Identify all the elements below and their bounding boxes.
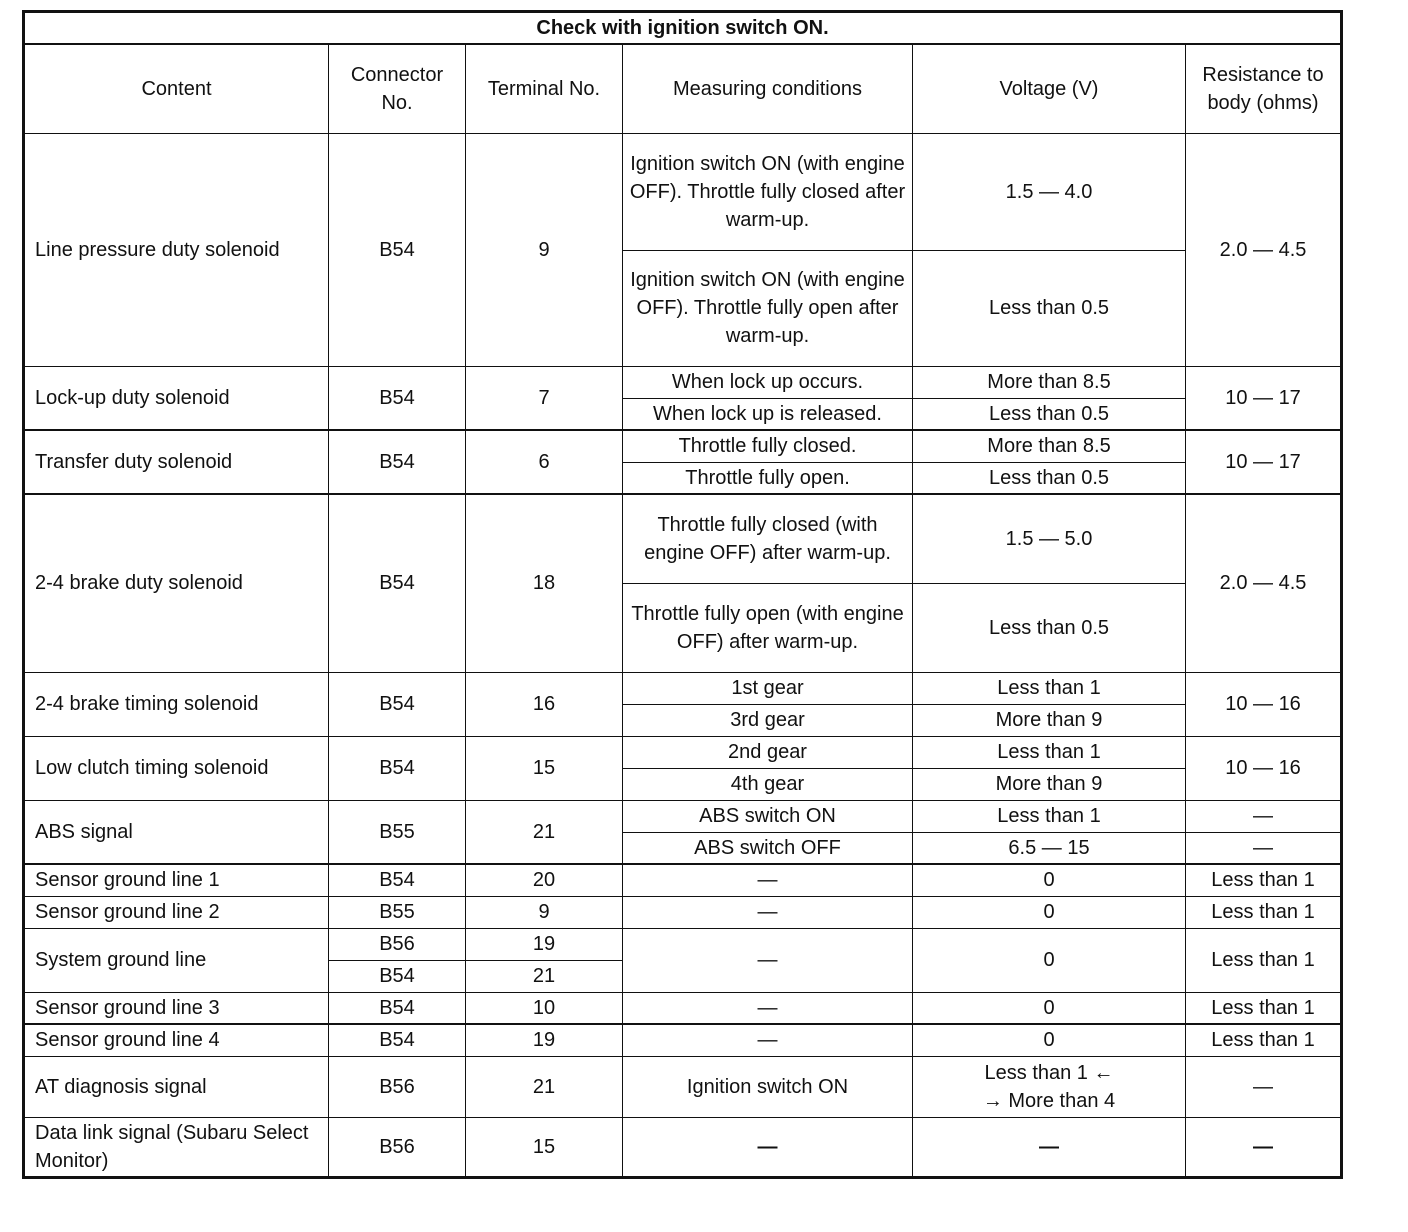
voltage-cell: More than 9	[913, 704, 1186, 736]
terminal-cell: 7	[466, 366, 623, 430]
condition-cell: ABS switch OFF	[623, 832, 913, 864]
content-cell: 2-4 brake duty solenoid	[24, 494, 329, 672]
terminal-cell: 15	[466, 736, 623, 800]
voltage-cell: 0	[913, 992, 1186, 1024]
voltage-cell: Less than 1	[913, 736, 1186, 768]
table-row	[24, 1117, 1342, 1177]
voltage-cell: 0	[913, 864, 1186, 896]
voltage-cell: Less than 0.5	[913, 462, 1186, 494]
voltage-cell: Less than 0.5	[913, 583, 1186, 672]
condition-cell: —	[623, 992, 913, 1024]
voltage-cell: Less than 0.5	[913, 398, 1186, 430]
content-cell: Low clutch timing solenoid	[24, 736, 329, 800]
content-cell: Sensor ground line 3	[24, 992, 329, 1024]
connector-cell: B54	[329, 992, 466, 1024]
connector-cell: B56	[329, 1117, 466, 1177]
resistance-cell: Less than 1	[1186, 1024, 1342, 1056]
resistance-cell: Less than 1	[1186, 864, 1342, 896]
connector-cell: B56	[329, 928, 466, 960]
content-cell: ABS signal	[24, 800, 329, 864]
resistance-cell: —	[1186, 832, 1342, 864]
connector-cell: B54	[329, 366, 466, 430]
condition-cell: Throttle fully closed (with engine OFF) after warm-up.	[623, 494, 913, 583]
voltage-cell: Less than 1	[913, 672, 1186, 704]
condition-cell: ABS switch ON	[623, 800, 913, 832]
condition-cell: —	[623, 864, 913, 896]
header-resistance: Resistance to body (ohms)	[1186, 44, 1342, 133]
table-row	[24, 928, 1342, 960]
table-row	[24, 736, 1342, 768]
connector-cell: B54	[329, 1024, 466, 1056]
table-row	[24, 1056, 1342, 1117]
content-cell: Line pressure duty solenoid	[24, 133, 329, 366]
table-row	[24, 992, 1342, 1024]
connector-cell: B56	[329, 1056, 466, 1117]
voltage-cell: More than 8.5	[913, 366, 1186, 398]
content-cell: Sensor ground line 1	[24, 864, 329, 896]
terminal-cell: 19	[466, 928, 623, 960]
voltage-cell: 0	[913, 896, 1186, 928]
voltage-cell: Less than 0.5	[913, 250, 1186, 366]
condition-cell: Ignition switch ON	[623, 1056, 913, 1117]
condition-cell: Ignition switch ON (with engine OFF). Throttle fully closed after warm-up.	[623, 133, 913, 250]
table-row	[24, 1024, 1342, 1056]
resistance-cell: 10 — 16	[1186, 736, 1342, 800]
header-voltage: Voltage (V)	[913, 44, 1186, 133]
voltage-cell: 0	[913, 1024, 1186, 1056]
table-row	[24, 672, 1342, 704]
voltage-cell: 0	[913, 928, 1186, 992]
terminal-cell: 21	[466, 800, 623, 864]
content-cell: Sensor ground line 4	[24, 1024, 329, 1056]
table-row	[24, 430, 1342, 462]
table-row	[24, 800, 1342, 832]
table-row	[24, 864, 1342, 896]
table-title: Check with ignition switch ON.	[24, 12, 1342, 45]
terminal-cell: 10	[466, 992, 623, 1024]
connector-cell: B54	[329, 864, 466, 896]
condition-cell: —	[623, 928, 913, 992]
resistance-cell: —	[1186, 800, 1342, 832]
resistance-cell: Less than 1	[1186, 896, 1342, 928]
content-cell: Data link signal (Subaru Select Monitor)	[24, 1117, 329, 1177]
condition-cell: 2nd gear	[623, 736, 913, 768]
resistance-cell: —	[1186, 1056, 1342, 1117]
condition-cell: When lock up occurs.	[623, 366, 913, 398]
voltage-cell: More than 9	[913, 768, 1186, 800]
connector-cell: B54	[329, 494, 466, 672]
connector-cell: B55	[329, 896, 466, 928]
condition-cell: Throttle fully open.	[623, 462, 913, 494]
resistance-cell: Less than 1	[1186, 992, 1342, 1024]
voltage-cell: Less than 1	[913, 800, 1186, 832]
voltage-cell: —	[913, 1117, 1186, 1177]
content-cell: Lock-up duty solenoid	[24, 366, 329, 430]
terminal-cell: 9	[466, 133, 623, 366]
voltage-cell: 1.5 — 4.0	[913, 133, 1186, 250]
condition-cell: Ignition switch ON (with engine OFF). Throttle fully open after warm-up.	[623, 250, 913, 366]
condition-cell: 1st gear	[623, 672, 913, 704]
content-cell: 2-4 brake timing solenoid	[24, 672, 329, 736]
terminal-cell: 19	[466, 1024, 623, 1056]
condition-cell: —	[623, 896, 913, 928]
condition-cell: 3rd gear	[623, 704, 913, 736]
terminal-cell: 18	[466, 494, 623, 672]
condition-cell: Throttle fully open (with engine OFF) after warm-up.	[623, 583, 913, 672]
resistance-cell: 2.0 — 4.5	[1186, 133, 1342, 366]
terminal-cell: 21	[466, 960, 623, 992]
resistance-cell: Less than 1	[1186, 928, 1342, 992]
content-cell: System ground line	[24, 928, 329, 992]
terminal-cell: 15	[466, 1117, 623, 1177]
resistance-cell: 10 — 16	[1186, 672, 1342, 736]
connector-cell: B54	[329, 133, 466, 366]
connector-cell: B54	[329, 430, 466, 494]
connector-cell: B55	[329, 800, 466, 864]
check-table	[22, 10, 1343, 1179]
voltage-cell: 6.5 — 15	[913, 832, 1186, 864]
table-row	[24, 494, 1342, 583]
header-content: Content	[24, 44, 329, 133]
resistance-cell: —	[1186, 1117, 1342, 1177]
terminal-cell: 9	[466, 896, 623, 928]
condition-cell: —	[623, 1024, 913, 1056]
terminal-cell: 20	[466, 864, 623, 896]
resistance-cell: 2.0 — 4.5	[1186, 494, 1342, 672]
content-cell: Transfer duty solenoid	[24, 430, 329, 494]
connector-cell: B54	[329, 736, 466, 800]
terminal-cell: 16	[466, 672, 623, 736]
content-cell: AT diagnosis signal	[24, 1056, 329, 1117]
table-row	[24, 133, 1342, 250]
condition-cell: Throttle fully closed.	[623, 430, 913, 462]
header-conditions: Measuring conditions	[623, 44, 913, 133]
table-row	[24, 896, 1342, 928]
header-connector: Connector No.	[329, 44, 466, 133]
terminal-cell: 6	[466, 430, 623, 494]
resistance-cell: 10 — 17	[1186, 430, 1342, 494]
terminal-cell: 21	[466, 1056, 623, 1117]
condition-cell: —	[623, 1117, 913, 1177]
condition-cell: 4th gear	[623, 768, 913, 800]
resistance-cell: 10 — 17	[1186, 366, 1342, 430]
content-cell: Sensor ground line 2	[24, 896, 329, 928]
header-terminal: Terminal No.	[466, 44, 623, 133]
voltage-cell: More than 8.5	[913, 430, 1186, 462]
condition-cell: When lock up is released.	[623, 398, 913, 430]
voltage-cell: 1.5 — 5.0	[913, 494, 1186, 583]
connector-cell: B54	[329, 960, 466, 992]
table-row	[24, 366, 1342, 398]
connector-cell: B54	[329, 672, 466, 736]
voltage-cell: Less than 1 ← → More than 4	[913, 1056, 1186, 1117]
